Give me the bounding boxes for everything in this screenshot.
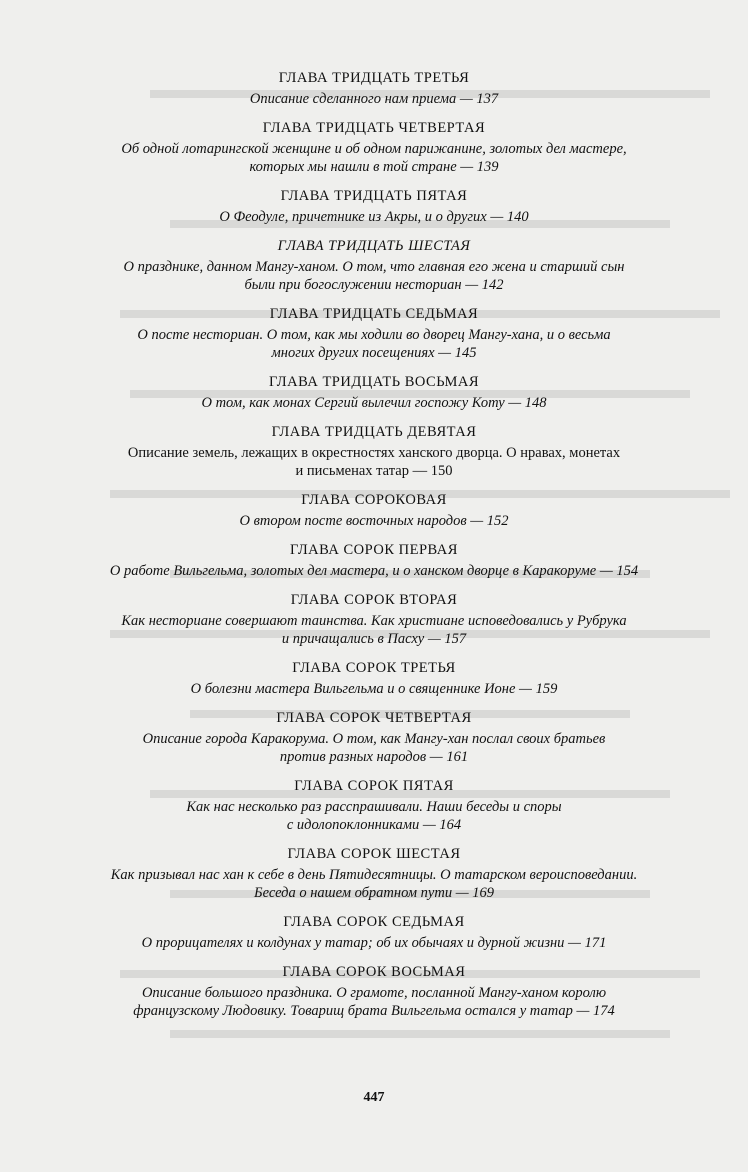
chapter-entry: [28, 422, 720, 480]
chapter-title: ГЛАВА СОРОКОВАЯ: [301, 492, 447, 508]
table-of-contents: [28, 58, 720, 1020]
chapter-description: О втором посте восточных народов — 152: [239, 513, 509, 529]
chapter-description: Об одной лотарингской женщине и об одном парижанине, золотых дел мастере, которых мы нашли в той стране — 139: [121, 141, 627, 175]
chapter-entry: [28, 304, 720, 362]
chapter-title: ГЛАВА СОРОК ТРЕТЬЯ: [292, 660, 456, 676]
chapter-entry: [28, 844, 720, 902]
chapter-entry: [28, 186, 720, 226]
chapter-title: ГЛАВА СОРОК ВТОРАЯ: [290, 592, 458, 608]
chapter-description: Описание земель, лежащих в окрестностях ханского дворца. О нравах, монетах и письменах татар — 150: [127, 445, 621, 479]
chapter-title: ГЛАВА СОРОК СЕДЬМАЯ: [283, 914, 465, 930]
chapter-title: ГЛАВА СОРОК ШЕСТАЯ: [287, 846, 461, 862]
chapter-description: О работе Вильгельма, золотых дел мастера, и о ханском дворце в Каракоруме — 154: [109, 563, 639, 579]
chapter-description: Как несториане совершают таинства. Как христиане исповедовались у Рубрука и причащались в Пасху — 157: [121, 613, 627, 647]
chapter-entry: [28, 708, 720, 766]
chapter-description: Как призывал нас хан к себе в день Пятидесятницы. О татарском вероисповедании. Беседа о нашем обратном пути — 169: [110, 867, 638, 901]
chapter-entry: [28, 658, 720, 698]
chapter-title: ГЛАВА ТРИДЦАТЬ ЧЕТВЕРТАЯ: [262, 120, 486, 136]
chapter-entry: [28, 68, 720, 108]
chapter-description: О прорицателях и колдунах у татар; об их обычаях и дурной жизни — 171: [141, 935, 607, 951]
chapter-description: Описание большого праздника. О грамоте, посланной Мангу-ханом королю французскому Людовику. Товарищ брата Вильгельма остался у татар — 174: [133, 985, 615, 1019]
chapter-entry: [28, 540, 720, 580]
chapter-entry: [28, 776, 720, 834]
chapter-description: О болезни мастера Вильгельма и о священнике Ионе — 159: [190, 681, 558, 697]
chapter-entry: [28, 236, 720, 294]
chapter-entry: [28, 962, 720, 1020]
chapter-title: ГЛАВА СОРОК ЧЕТВЕРТАЯ: [276, 710, 472, 726]
chapter-title: ГЛАВА ТРИДЦАТЬ ТРЕТЬЯ: [278, 70, 470, 86]
chapter-description: О посте несториан. О том, как мы ходили во дворец Мангу-хана, и о весьма многих других посещениях — 145: [137, 327, 611, 361]
chapter-description: Описание города Каракорума. О том, как Мангу-хан послал своих братьев против разных народов — 161: [142, 731, 606, 765]
chapter-title: ГЛАВА ТРИДЦАТЬ ПЯТАЯ: [280, 188, 468, 204]
chapter-description: О том, как монах Сергий вылечил госпожу Коту — 148: [201, 395, 547, 411]
chapter-description: Описание сделанного нам приема — 137: [249, 91, 499, 107]
chapter-title: ГЛАВА ТРИДЦАТЬ СЕДЬМАЯ: [269, 306, 479, 322]
chapter-entry: [28, 912, 720, 952]
chapter-entry: [28, 118, 720, 176]
chapter-title: ГЛАВА СОРОК ПЕРВАЯ: [290, 542, 458, 558]
chapter-title: ГЛАВА СОРОК ПЯТАЯ: [294, 778, 454, 794]
chapter-title: ГЛАВА ТРИДЦАТЬ ВОСЬМАЯ: [269, 374, 479, 390]
chapter-entry: [28, 490, 720, 530]
page-number: 447: [363, 1090, 385, 1105]
chapter-description: О празднике, данном Мангу-ханом. О том, что главная его жена и старший сын были при богослужении несториан — 142: [123, 259, 625, 293]
chapter-title: ГЛАВА СОРОК ВОСЬМАЯ: [282, 964, 466, 980]
chapter-entry: [28, 372, 720, 412]
chapter-title: ГЛАВА ТРИДЦАТЬ ДЕВЯТАЯ: [271, 424, 477, 440]
chapter-title: ГЛАВА ТРИДЦАТЬ ШЕСТАЯ: [277, 238, 471, 254]
chapter-description: Как нас несколько раз расспрашивали. Наши беседы и споры с идолопоклонниками — 164: [186, 799, 562, 833]
chapter-entry: [28, 590, 720, 648]
chapter-description: О Феодуле, причетнике из Акры, и о других — 140: [219, 209, 529, 225]
